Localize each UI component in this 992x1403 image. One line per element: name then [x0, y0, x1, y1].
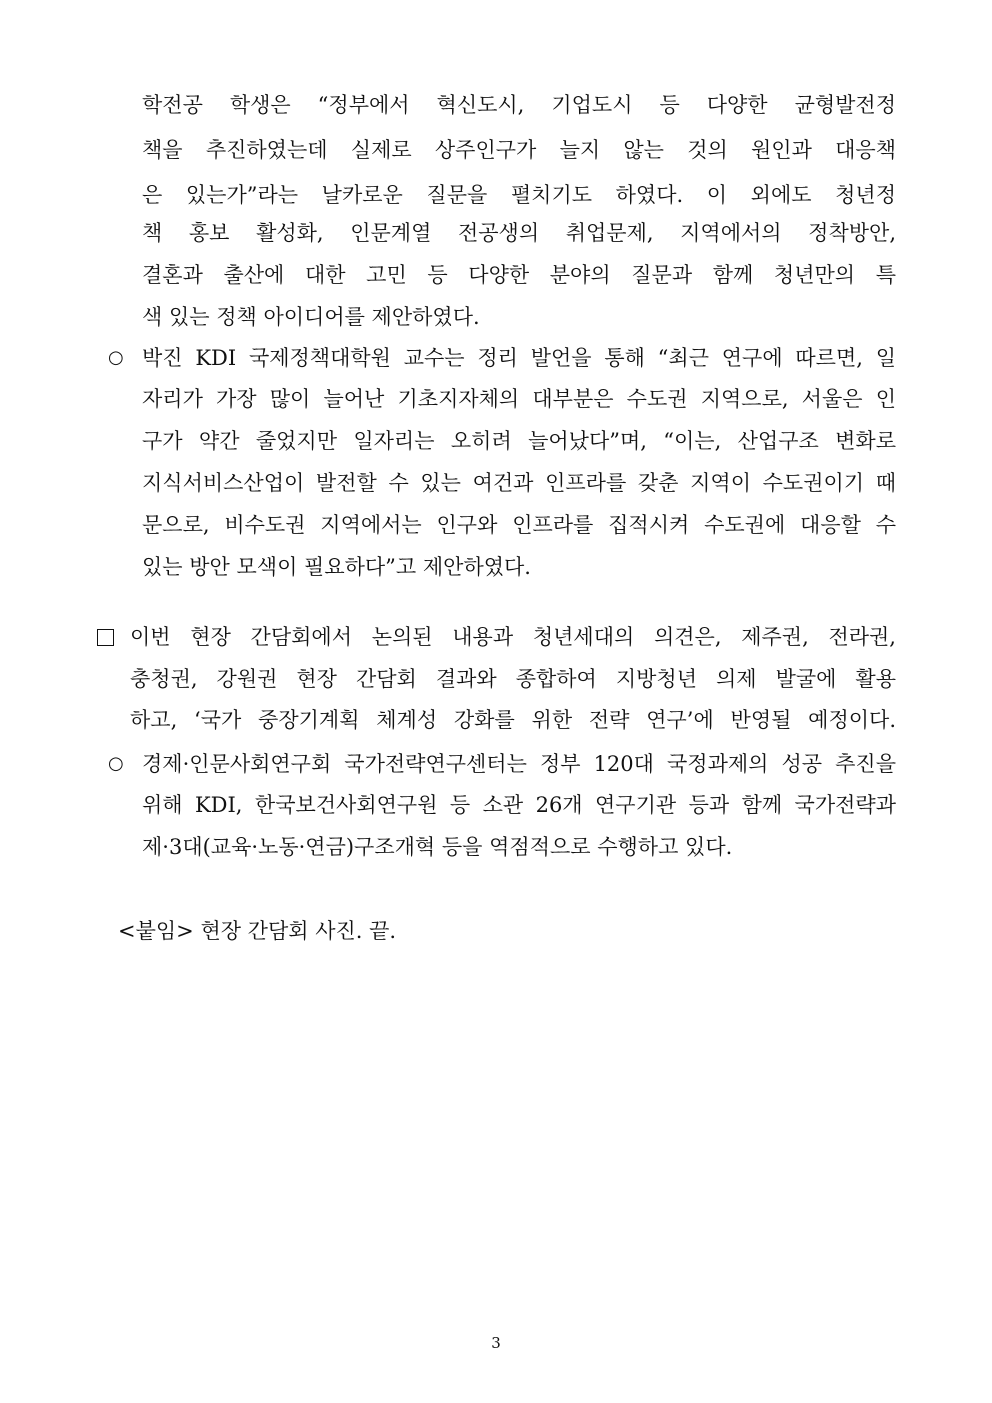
attachment-note: <붙임> 현장 간담회 사진. 끝.: [118, 919, 397, 943]
bullet-line: 제·3대(교육·노동·연금)구조개혁 등을 역점적으로 수행하고 있다.: [142, 835, 733, 859]
bullet-line: 자리가 가장 많이 늘어난 기초지자체의 대부분은 수도권 지역으로, 서울은 인: [142, 387, 896, 411]
paragraph-line: 색 있는 정책 아이디어를 제안하였다.: [142, 305, 480, 329]
paragraph-line: 결혼과 출산에 대한 고민 등 다양한 분야의 질문과 함께 청년만의 특: [142, 263, 896, 287]
bullet-line: 경제·인문사회연구회 국가전략연구센터는 정부 120대 국정과제의 성공 추진을: [142, 752, 896, 776]
paragraph-line: 책을 추진하였는데 실제로 상주인구가 늘지 않는 것의 원인과 대응책: [142, 138, 896, 162]
bullet-line: 문으로, 비수도권 지역에서는 인구와 인프라를 집적시켜 수도권에 대응할 수: [142, 513, 896, 537]
bullet-line: 박진 KDI 국제정책대학원 교수는 정리 발언을 통해 “최근 연구에 따르면, 일: [142, 346, 896, 370]
bullet-line: 위해 KDI, 한국보건사회연구원 등 소관 26개 연구기관 등과 함께 국가전략과: [142, 793, 896, 817]
bullet-marker: ○: [108, 347, 124, 368]
bullet-marker: ○: [108, 753, 124, 774]
paragraph-line: 학전공 학생은 “정부에서 혁신도시, 기업도시 등 다양한 균형발전정: [142, 93, 896, 117]
bullet-line: 지식서비스산업이 발전할 수 있는 여건과 인프라를 갖춘 지역이 수도권이기 때: [142, 471, 896, 495]
section-line: 이번 현장 간담회에서 논의된 내용과 청년세대의 의견은, 제주권, 전라권,: [130, 625, 896, 649]
bullet-line: 있는 방안 모색이 필요하다”고 제안하였다.: [142, 555, 531, 579]
section-line: 하고, ‘국가 중장기계획 체계성 강화를 위한 전략 연구’에 반영될 예정이다.: [130, 708, 896, 732]
section-line: 충청권, 강원권 현장 간담회 결과와 종합하여 지방청년 의제 발굴에 활용: [130, 667, 896, 691]
page-number: 3: [491, 1334, 501, 1352]
paragraph-line: 책 홍보 활성화, 인문계열 전공생의 취업문제, 지역에서의 정착방안,: [142, 221, 896, 245]
paragraph-line: 은 있는가”라는 날카로운 질문을 펼치기도 하였다. 이 외에도 청년정: [142, 183, 896, 207]
checkbox-square-icon: [97, 629, 114, 646]
bullet-line: 구가 약간 줄었지만 일자리는 오히려 늘어났다”며, “이는, 산업구조 변화로: [142, 429, 896, 453]
